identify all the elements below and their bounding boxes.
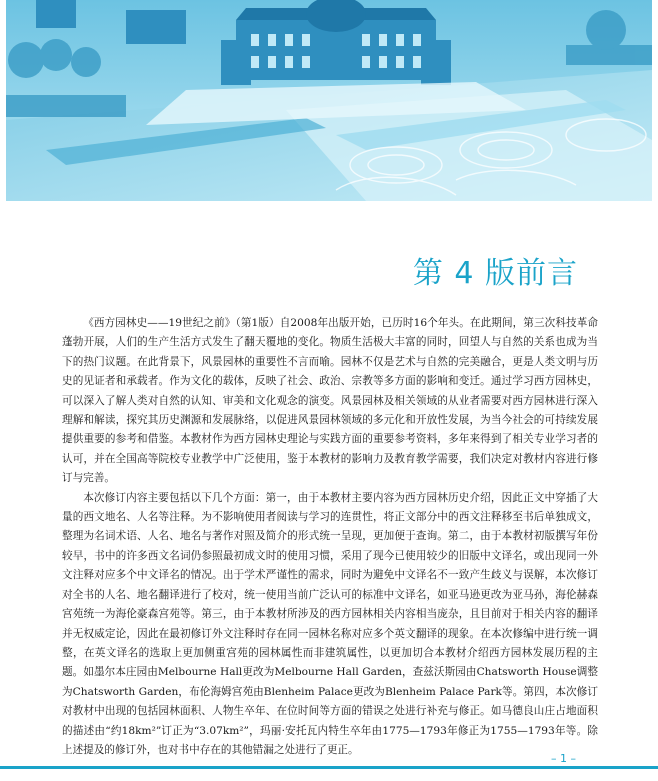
chateau-garden-photo-icon <box>6 0 652 201</box>
footer-rule <box>0 766 658 769</box>
paragraph: 《西方园林史——19世纪之前》（第1版）自2008年出版开始，已历时16个年头。在此期间，第三次科技革命蓬勃开展，人们的生产生活方式发生了翻天覆地的变化。物质生活极大丰富的同时，回望人与自然的关系也成为当下的热门议题。在此背景下，风景园林的重要性不言而喻。园林不仅是艺术与自然的完美融合，更是人类文明与历史的见证者和承载者。作为文化的载体，反映了社会、政治、宗教等多方面的影响和变迁。通过学习西方园林史，可以深入了解人类对自然的认知、审美和文化观念的演变。风景园林及相关领域的从业者需要对西方园林进行深入理解和解读，探究其历史渊源和发展脉络，以促进风景园林领域的多元化和开放性发展，为当今社会的可持续发展提供重要的参考和借鉴。本教材作为西方园林史理论与实践方面的重要参考资料，多年来得到了相关专业学习者的认可，并在全国高等院校专业教学中广泛使用，鉴于本教材的影响力及教育教学需要，我们决定对教材内容进行修订与完善。 <box>62 317 598 485</box>
preface-body <box>62 314 598 760</box>
page-title: 第 4 版前言 <box>412 256 578 291</box>
paragraph: 本次修订内容主要包括以下几个方面：第一，由于本教材主要内容为西方园林历史介绍，因此正文中穿插了大量的西文地名、人名等注释。为不影响使用者阅读与学习的连贯性，将正文部分中的西文注释移至书后单独成文，整理为名词术语、人名、地名与著作对照及简介的形式统一呈现，更加便于查询。第二，由于本教材初版撰写年份较早，书中的许多西文名词仍参照最初成文时的使用习惯，采用了现今已使用较少的旧版中文译名，或出现同一外文注释对应多个中文译名的情况。出于学术严谨性的需求，同时为避免中文译名不一致产生歧义与误解，本次修订对全书的人名、地名翻译进行了校对，统一使用当前广泛认可的标准中文译名，如亚马逊更改为亚马孙，海伦赫森宫苑统一为海伦豪森宫苑等。第三，由于本教材所涉及的西方园林相关内容相当庞杂，且目前对于相关内容的翻译并无权威定论，因此在最初修订外文注释时存在同一园林名称对应多个英文翻译的现象。在本次修编中进行统一调整，在英文译名的选取上更加侧重宫苑的园林属性而非建筑属性，以更加切合本教材介绍西方园林发展历程的主题。如墨尔本庄园由Melbourne Hall更改为Melbourne Hall Garden，查兹沃斯园由Chatsworth House调整为Chatsworth Garden，布伦海姆宫苑由Blenheim Palace更改为Blenheim Palace Park等。第四，本次修订对教材中出现的包括园林面积、人物生卒年、在位时间等方面的错误之处进行补充与修正。如马德良山庄占地面积的描述由“约18km²”订正为“3.07km²”，玛丽·安托瓦内特生卒年由1775—1793年修正为1755—1793年等。除上述提及的修订外，也对书中存在的其他错漏之处进行了更正。 <box>62 491 598 756</box>
page-number: – 1 – <box>551 752 576 765</box>
hero-garden-photo <box>6 0 652 201</box>
